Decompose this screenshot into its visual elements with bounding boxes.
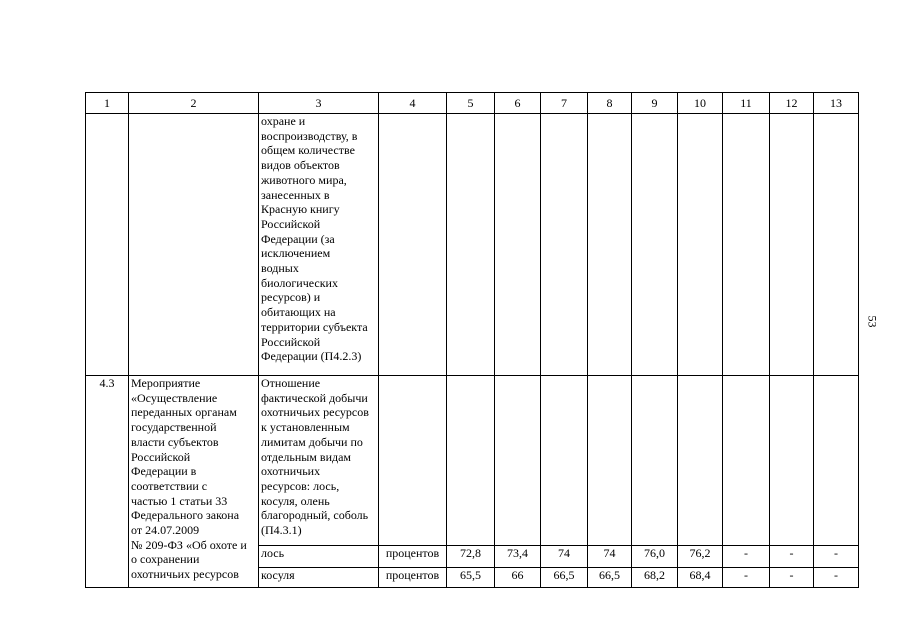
event-line: соответствии с bbox=[131, 478, 208, 493]
indicator-line: видов объектов bbox=[261, 158, 340, 173]
indicator-line: биологических bbox=[261, 275, 338, 290]
indicator-line: фактической добычи bbox=[261, 390, 368, 405]
header-cell: 9 bbox=[632, 93, 678, 114]
value-cell: 65,5 bbox=[447, 568, 495, 588]
indicator-line: Отношение bbox=[261, 376, 321, 390]
indicator-line: охране и bbox=[261, 114, 306, 128]
row-4-3 bbox=[86, 376, 859, 546]
event-line: № 209-ФЗ «Об охоте и bbox=[131, 537, 247, 552]
value-cell: 73,4 bbox=[495, 546, 541, 568]
header-cell: 4 bbox=[379, 93, 447, 114]
indicator-line: отдельным видам bbox=[261, 449, 352, 464]
unit-value: процентов bbox=[379, 546, 447, 568]
event-line: Российской bbox=[131, 449, 191, 464]
page-number: 53 bbox=[865, 315, 880, 328]
value-cell: - bbox=[814, 568, 859, 588]
indicator-cell bbox=[259, 114, 379, 376]
value-cell: - bbox=[770, 546, 814, 568]
header-cell: 10 bbox=[678, 93, 723, 114]
indicator-line: исключением bbox=[261, 246, 331, 261]
header-cell: 7 bbox=[541, 93, 588, 114]
indicator-line: охотничьих ресурсов bbox=[261, 405, 369, 420]
indicator-line: косуля, олень bbox=[261, 493, 330, 508]
unit-cell bbox=[379, 376, 447, 546]
event-line: частью 1 статьи 33 bbox=[131, 493, 228, 508]
header-cell: 11 bbox=[723, 93, 770, 114]
value-cell: 66 bbox=[495, 568, 541, 588]
row-number-cell: 4.3 bbox=[86, 376, 129, 588]
indicator-line: лимитам добычи по bbox=[261, 434, 363, 449]
event-line: Мероприятие bbox=[131, 376, 201, 390]
value-cell bbox=[632, 114, 678, 376]
value-cell bbox=[814, 376, 859, 546]
event-line: о сохранении bbox=[131, 552, 200, 567]
header-cell: 2 bbox=[129, 93, 259, 114]
indicator-line: (П4.3.1) bbox=[261, 523, 302, 538]
indicator-table bbox=[85, 92, 859, 588]
indicator-cell bbox=[259, 376, 379, 546]
indicator-line: водных bbox=[261, 261, 299, 276]
event-line: охотничьих ресурсов bbox=[131, 567, 239, 582]
value-cell: - bbox=[814, 546, 859, 568]
header-cell: 3 bbox=[259, 93, 379, 114]
indicator-line: воспроизводству, в bbox=[261, 128, 358, 143]
indicator-line: животного мира, bbox=[261, 172, 347, 187]
value-cell: 66,5 bbox=[541, 568, 588, 588]
header-cell: 13 bbox=[814, 93, 859, 114]
indicator-line: общем количестве bbox=[261, 143, 355, 158]
value-cell bbox=[678, 114, 723, 376]
event-line: «Осуществление bbox=[131, 390, 218, 405]
value-cell bbox=[588, 114, 632, 376]
event-line: государственной bbox=[131, 420, 217, 435]
value-cell: 76,0 bbox=[632, 546, 678, 568]
header-cell: 8 bbox=[588, 93, 632, 114]
event-line: переданных органам bbox=[131, 405, 237, 420]
value-cell: 76,2 bbox=[678, 546, 723, 568]
value-cell bbox=[541, 114, 588, 376]
indicator-line: обитающих на bbox=[261, 305, 336, 320]
value-cell bbox=[814, 114, 859, 376]
indicator-line: Российской bbox=[261, 216, 321, 231]
species-name: лось bbox=[259, 546, 379, 568]
value-cell: - bbox=[723, 546, 770, 568]
header-cell: 6 bbox=[495, 93, 541, 114]
header-cell: 1 bbox=[86, 93, 129, 114]
value-cell bbox=[447, 114, 495, 376]
row-number-cell bbox=[86, 114, 129, 376]
value-cell: 68,4 bbox=[678, 568, 723, 588]
value-cell: - bbox=[770, 568, 814, 588]
value-cell bbox=[678, 376, 723, 546]
value-cell: 74 bbox=[588, 546, 632, 568]
indicator-line: Федерации (за bbox=[261, 231, 335, 246]
value-cell: 68,2 bbox=[632, 568, 678, 588]
indicator-line: ресурсов: лось, bbox=[261, 478, 340, 493]
header-row bbox=[86, 93, 859, 114]
species-name: косуля bbox=[259, 568, 379, 588]
indicator-line: охотничьих bbox=[261, 464, 321, 479]
value-cell: 74 bbox=[541, 546, 588, 568]
value-cell bbox=[770, 376, 814, 546]
value-cell bbox=[495, 114, 541, 376]
indicator-line: Федерации (П4.2.3) bbox=[261, 349, 362, 364]
event-line: от 24.07.2009 bbox=[131, 523, 200, 538]
value-cell bbox=[495, 376, 541, 546]
value-cell bbox=[770, 114, 814, 376]
value-cell bbox=[632, 376, 678, 546]
value-cell: - bbox=[723, 568, 770, 588]
indicator-line: к установленным bbox=[261, 420, 350, 435]
value-cell: 66,5 bbox=[588, 568, 632, 588]
unit-value: процентов bbox=[379, 568, 447, 588]
indicator-line: занесенных в bbox=[261, 187, 330, 202]
event-line: власти субъектов bbox=[131, 434, 219, 449]
indicator-line: Красную книгу bbox=[261, 202, 340, 217]
event-cell bbox=[129, 114, 259, 376]
indicator-line: территории субъекта bbox=[261, 319, 368, 334]
value-cell bbox=[541, 376, 588, 546]
header-cell: 5 bbox=[447, 93, 495, 114]
event-line: Федерального закона bbox=[131, 508, 240, 523]
indicator-line: благородный, соболь bbox=[261, 508, 369, 523]
value-cell: 72,8 bbox=[447, 546, 495, 568]
value-cell bbox=[723, 114, 770, 376]
event-line: Федерации в bbox=[131, 464, 197, 479]
event-cell bbox=[129, 376, 259, 588]
value-cell bbox=[588, 376, 632, 546]
value-cell bbox=[447, 376, 495, 546]
header-cell: 12 bbox=[770, 93, 814, 114]
indicator-line: ресурсов) и bbox=[261, 290, 321, 305]
value-cell bbox=[723, 376, 770, 546]
unit-cell bbox=[379, 114, 447, 376]
indicator-line: Российской bbox=[261, 334, 321, 349]
continued-row bbox=[86, 114, 859, 376]
